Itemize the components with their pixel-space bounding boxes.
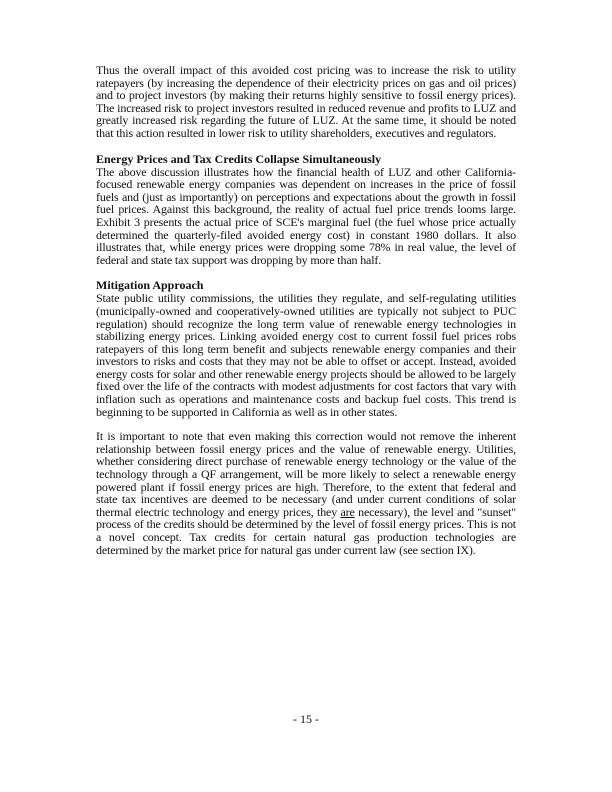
paragraph-avoided-cost-risk: Thus the overall impact of this avoided cost pricing was to increase the risk to utility ratepayers (by increasing the dependence of their electricity prices on gas and oil prices) and to project investors (by making their returns highly sensitive to fossil energy prices). The increased risk to project investors resulted in reduced revenue and profits to LUZ and greatly increased risk regarding the future of LUZ. At the same time, it should be noted that this action resulted in lower risk to utility shareholders, executives and regulators. [96,63,516,140]
paragraph-inherent-relationship-text-1: It is important to note that even making this correction would not remove the inherent relationship between fossil energy prices and the value of renewable energy. Utilities, whether considering direct purchase of renewable energy technology or the value of the technology through a QF arrangement, will be more likely to select a renewable energy powered plant if fossil energy prices are high. Therefore, to the extent that federal and state tax incentives are deemed to be necessary (and under current conditions of solar thermal electric technology and energy prices, they [96,429,516,519]
heading-mitigation-approach: Mitigation Approach [96,278,204,293]
paragraph-fossil-price-dependence: The above discussion illustrates how the financial health of LUZ and other California-focused renewable energy companies was dependent on increases in the price of fossil fuels and (just as importantly) on perceptions and expectations about the growth in fossil fuel prices. Against this background, the reality of actual fuel price trends looms large. Exhibit 3 presents the actual price of SCE's marginal fuel (the fuel whose price actually determined the quarterly-filed avoided energy cost) in constant 1980 dollars. It also illustrates that, while energy prices were dropping some 78% in real value, the level of federal and state tax support was dropping by more than half. [96,164,516,267]
heading-energy-prices-tax-credits: Energy Prices and Tax Credits Collapse Simultaneously [96,151,382,166]
paragraph-mitigation-recommendation: State public utility commissions, the utilities they regulate, and self-regulating utilities (municipally-owned and cooperatively-owned utilities are typically not subject to PUC regulation) should recognize the long term value of renewable energy technologies in stabilizing energy prices. Linking avoided energy cost to current fossil fuel prices robs ratepayers of this long term benefit and subjects renewable energy companies and their investors to risks and costs that they may not be able to offset or accept. Instead, avoided energy costs for solar and other renewable energy projects should be allowed to be largely fixed over the life of the contracts with modest adjustments for cost factors that vary with inflation such as operations and maintenance costs and backup fuel costs. This trend is beginning to be supported in California as well as in other states. [96,291,516,419]
paragraph-inherent-relationship-text-2: necessary), the level and "sunset" process of the credits should be determined by the level of fossil energy prices. This is not a novel concept. Tax credits for certain natural gas production technologies are determined by the market price for natural gas under current law (see section IX). [96,504,516,557]
document-body [96,64,516,556]
underlined-are: are [340,504,355,519]
paragraph-inherent-relationship [96,430,516,556]
page-number: - 15 - [293,712,319,726]
